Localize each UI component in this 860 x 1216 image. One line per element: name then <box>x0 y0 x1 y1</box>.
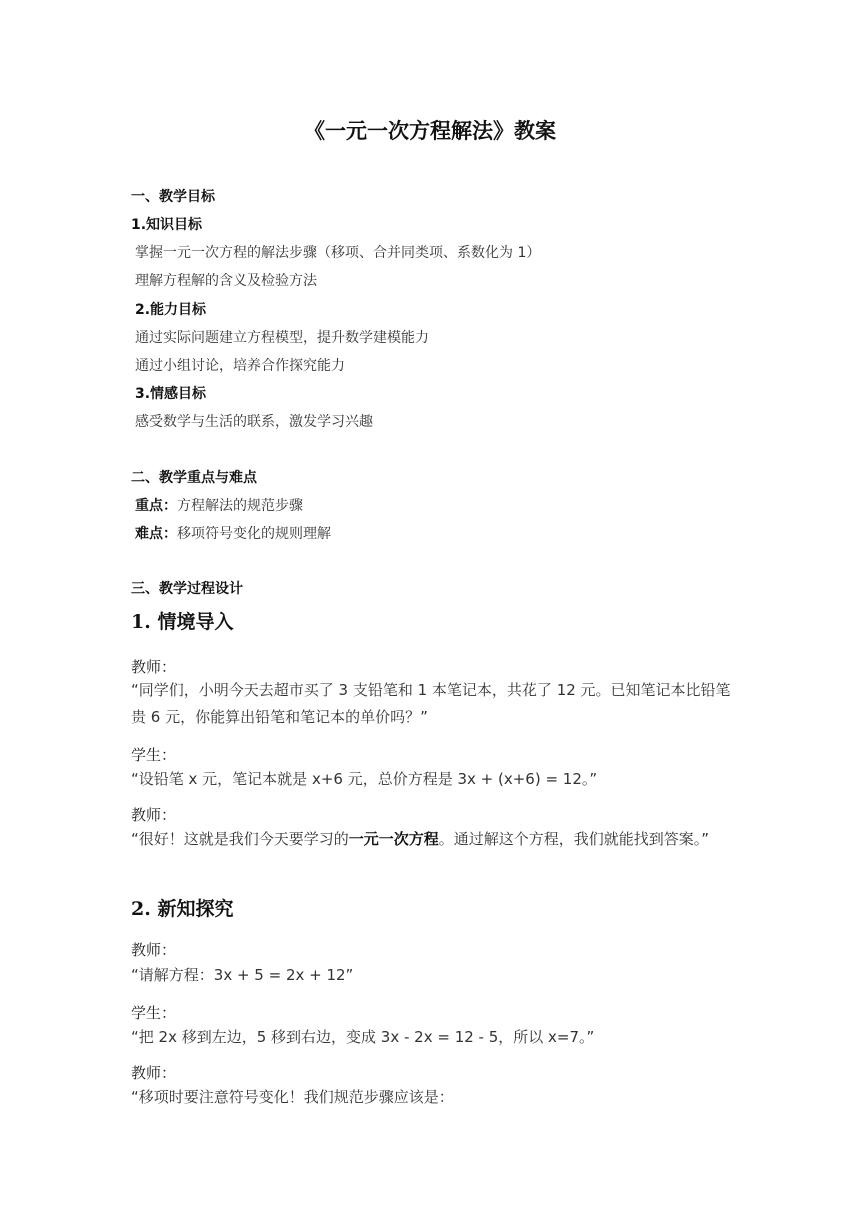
speaker-label: 教师： <box>131 658 177 676</box>
difficulty-label: 难点： <box>135 526 177 542</box>
speaker-label: 教师： <box>131 806 177 824</box>
dialog-text: “把 2x 移到左边，5 移到右边，变成 3x - 2x = 12 - 5，所以 x=7。” <box>131 1028 595 1046</box>
key-point-line <box>135 495 303 515</box>
list-item: 掌握一元一次方程的解法步骤（移项、合并同类项、系数化为 1） <box>135 245 541 261</box>
subheading-knowledge: 1.知识目标 <box>131 217 203 233</box>
dialog-text-after: 。通过解这个方程，我们就能找到答案。” <box>438 830 710 848</box>
speaker-label: 学生： <box>131 1004 177 1022</box>
dialog-text-emphasis: 一元一次方程 <box>348 830 439 848</box>
speaker-label: 教师： <box>131 941 177 959</box>
subheading-emotion: 3.情感目标 <box>135 386 207 402</box>
subsection-heading-explore: 2. 新知探究 <box>131 898 234 920</box>
dialog-text: “移项时要注意符号变化！我们规范步骤应该是： <box>131 1088 454 1106</box>
dialog-text-before: “很好！这就是我们今天要学习的 <box>131 830 349 848</box>
key-point-label: 重点： <box>135 498 177 514</box>
difficulty-line <box>135 523 331 543</box>
list-item: 理解方程解的含义及检验方法 <box>135 273 317 289</box>
key-point-text: 方程解法的规范步骤 <box>177 498 303 514</box>
dialog-text: “请解方程：3x + 5 = 2x + 12” <box>131 966 354 984</box>
page-title: 《一元一次方程解法》教案 <box>304 119 556 143</box>
section-heading-process: 三、教学过程设计 <box>131 581 243 597</box>
section-heading-key-points: 二、教学重点与难点 <box>131 470 257 486</box>
subsection-heading-intro: 1. 情境导入 <box>131 611 234 633</box>
dialog-text: “设铅笔 x 元，笔记本就是 x+6 元，总价方程是 3x + (x+6) = 12。” <box>131 770 598 788</box>
difficulty-text: 移项符号变化的规则理解 <box>177 526 331 542</box>
dialog-text <box>131 826 771 853</box>
section-heading-objectives: 一、教学目标 <box>131 189 215 205</box>
list-item: 感受数学与生活的联系，激发学习兴趣 <box>135 414 373 430</box>
list-item: 通过小组讨论，培养合作探究能力 <box>135 358 345 374</box>
list-item: 通过实际问题建立方程模型，提升数学建模能力 <box>135 330 429 346</box>
speaker-label: 学生： <box>131 746 177 764</box>
subheading-ability: 2.能力目标 <box>135 302 207 318</box>
dialog-text: “同学们，小明今天去超市买了 3 支铅笔和 1 本笔记本，共花了 12 元。已知笔记本比铅笔贵 6 元，你能算出铅笔和笔记本的单价吗？” <box>131 681 731 726</box>
speaker-label: 教师： <box>131 1064 177 1082</box>
